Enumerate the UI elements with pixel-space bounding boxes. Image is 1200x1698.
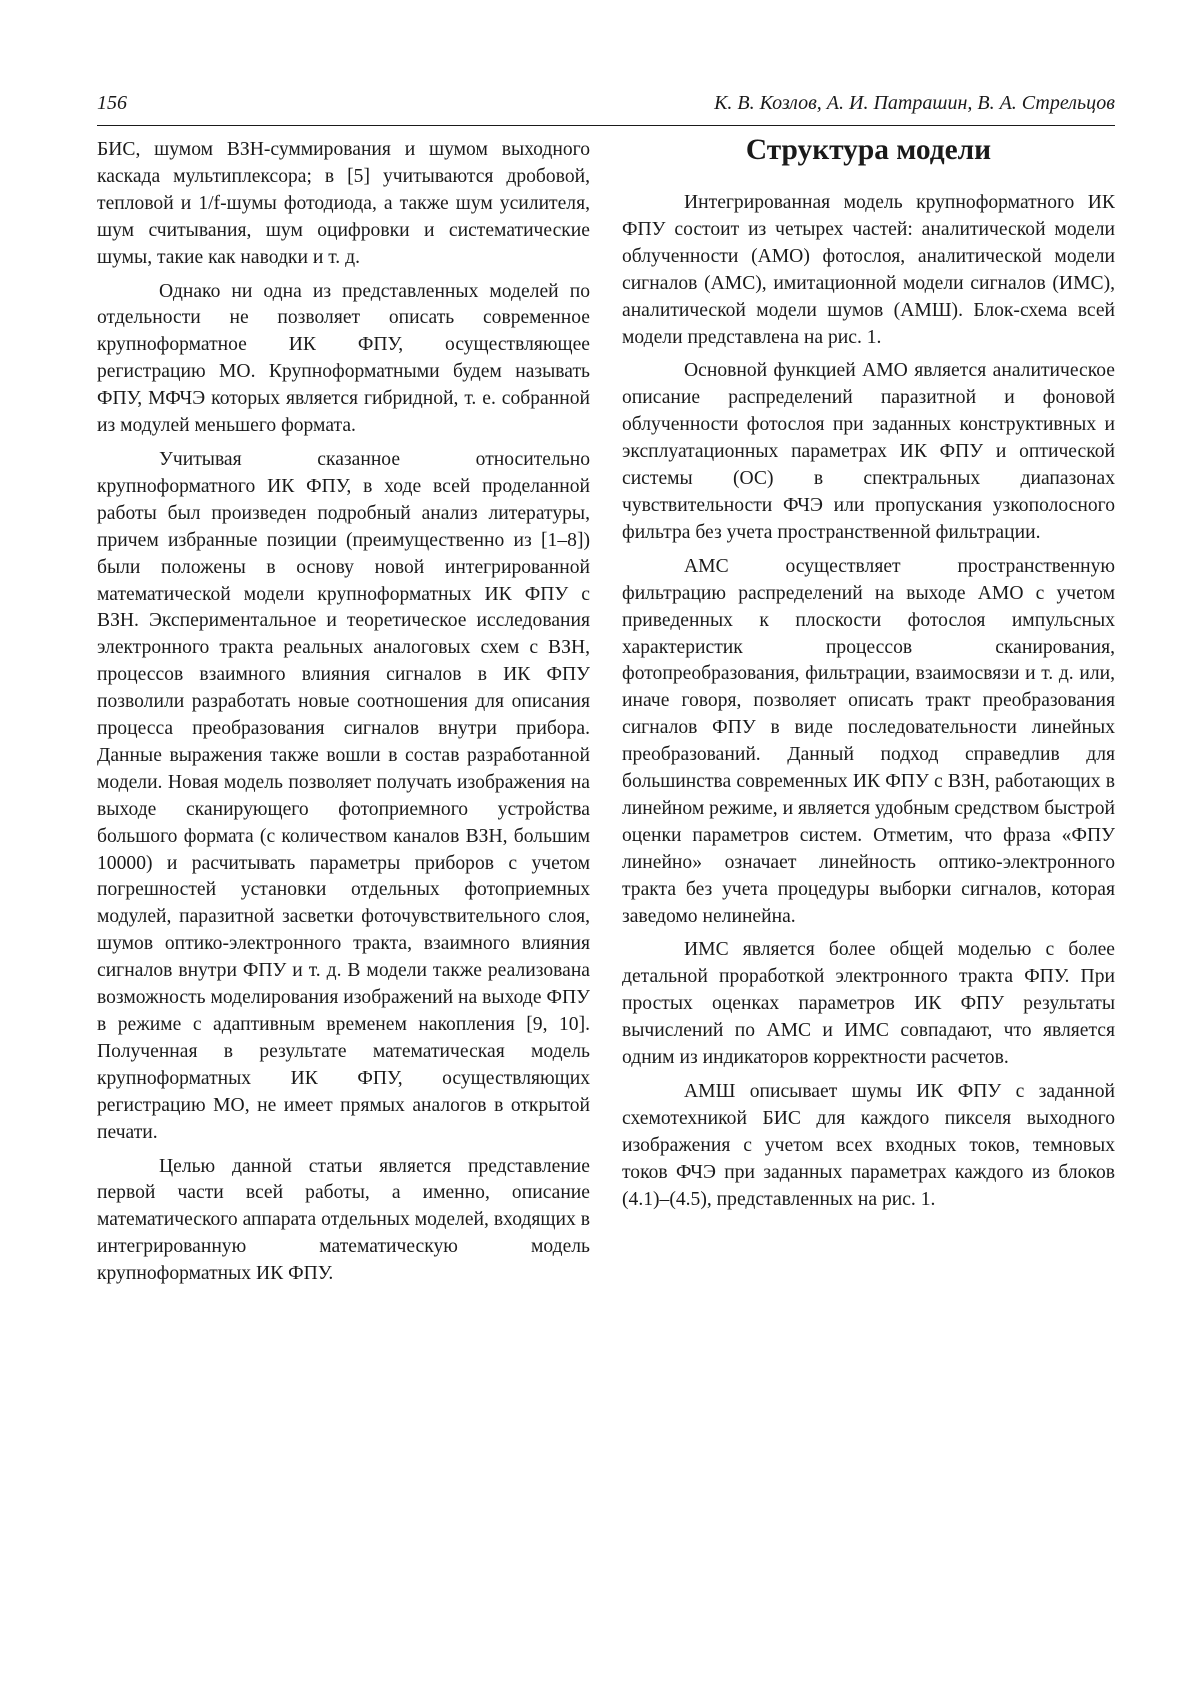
paragraph: Интегрированная модель крупноформатного ИК ФПУ состоит из четырех частей: аналитической модели облученности (АМО) фотослоя, аналитической модели сигналов (АМС), имитационной модели сигналов (ИМС), аналитической модели шумов (АМШ). Блок-схема всей модели представлена на рис. 1.: [622, 192, 1115, 348]
paragraph: Учитывая сказанное относительно крупноформатного ИК ФПУ, в ходе всей проделанной работы был произведен подробный анализ литературы, причем избранные позиции (преимущественно из [1–8]) были положены в основу новой интегрированной математической модели крупноформатных ИК ФПУ с ВЗН. Экспериментальное и теоретическое исследования электронного тракта реальных аналоговых схем с ВЗН, процессов взаимного влияния сигналов в ИК ФПУ позволили разработать новые соотношения для описания процесса преобразования сигналов внутри прибора. Данные выражения также вошли в состав разработанной модели. Новая модель позволяет получать изображения на выходе сканирующего фотоприемного устройства большого формата (с количеством каналов ВЗН, большим 10000) и расчитывать параметры приборов с учетом погрешностей установки отдельных фотоприемных модулей, паразитной засветки фоточувствительного слоя, шумов оптико-электронного тракта, взаимного влияния сигналов внутри ФПУ и т. д. В модели также реализована возможность моделирования изображений на выходе ФПУ в режиме с адаптивным временем накопления [9, 10]. Полученная в результате математическая модель крупноформатных ИК ФПУ, осуществляющих регистрацию МО, не имеет прямых аналогов в открытой печати.: [97, 448, 590, 1143]
left-column: [97, 137, 590, 1295]
paragraph: Однако ни одна из представленных моделей по отдельности не позволяет описать современное крупноформатное ИК ФПУ, осуществляющее регистрацию МО. Крупноформатными будем называть ФПУ, МФЧЭ которых является гибридной, т. е. собранной из модулей меньшего формата.: [97, 280, 590, 437]
paragraph: Целью данной статьи является представление первой части всей работы, а именно, описание математического аппарата отдельных моделей, входящих в интегрированную математическую модель крупноформатных ИК ФПУ.: [97, 1155, 590, 1285]
paragraph: АМС осуществляет пространственную фильтрацию распределений на выходе АМО с учетом приведенных к плоскости фотослоя импульсных характеристик процессов сканирования, фотопреобразования, фильтрации, взаимосвязи и т. д. или, иначе говоря, позволяет описать тракт преобразования сигналов ФПУ в виде последовательности линейных преобразований. Данный подход справедлив для большинства современных ИК ФПУ с ВЗН, работающих в линейном режиме, и является удобным средством быстрой оценки параметров систем. Отметим, что фраза «ФПУ линейно» означает линейность оптико-электронного тракта без учета процедуры выборки сигналов, которая заведомо нелинейна.: [622, 555, 1115, 927]
page-number: 156: [97, 92, 127, 114]
paragraph: БИС, шумом ВЗН-суммирования и шумом выходного каскада мультиплексора; в [5] учитываются дробовой, тепловой и 1/f-шумы фотодиода, а также шум усилителя, шум считывания, шум оцифровки и систематические шумы, такие как наводки и т. д.: [97, 139, 590, 268]
paragraph: Основной функцией АМО является аналитическое описание распределений паразитной и фоновой облученности фотослоя при заданных конструктивных и эксплуатационных параметрах ИК ФПУ и оптической системы (ОС) в спектральных диапазонах чувствительности ФЧЭ или пропускания узкополосного фильтра без учета пространственной фильтрации.: [622, 360, 1115, 543]
right-column: [622, 134, 1115, 1221]
paragraph: ИМС является более общей моделью с более детальной проработкой электронного тракта ФПУ. При простых оценках параметров ИК ФПУ результаты вычислений по АМС и ИМС совпадают, что является одним из индикаторов корректности расчетов.: [622, 939, 1115, 1069]
section-gap: [622, 164, 1115, 190]
header-rule: [97, 125, 1115, 126]
running-head-authors: К. В. Козлов, А. И. Патрашин, В. А. Стрельцов: [714, 92, 1115, 114]
section-title: Структура модели: [745, 134, 992, 166]
paragraph: АМШ описывает шумы ИК ФПУ с заданной схемотехникой БИС для каждого пикселя выходного изображения с учетом всех входных токов, темновых токов ФЧЭ при заданных параметрах каждого из блоков (4.1)–(4.5), представленных на рис. 1.: [622, 1081, 1115, 1210]
page-header: [97, 92, 1115, 122]
